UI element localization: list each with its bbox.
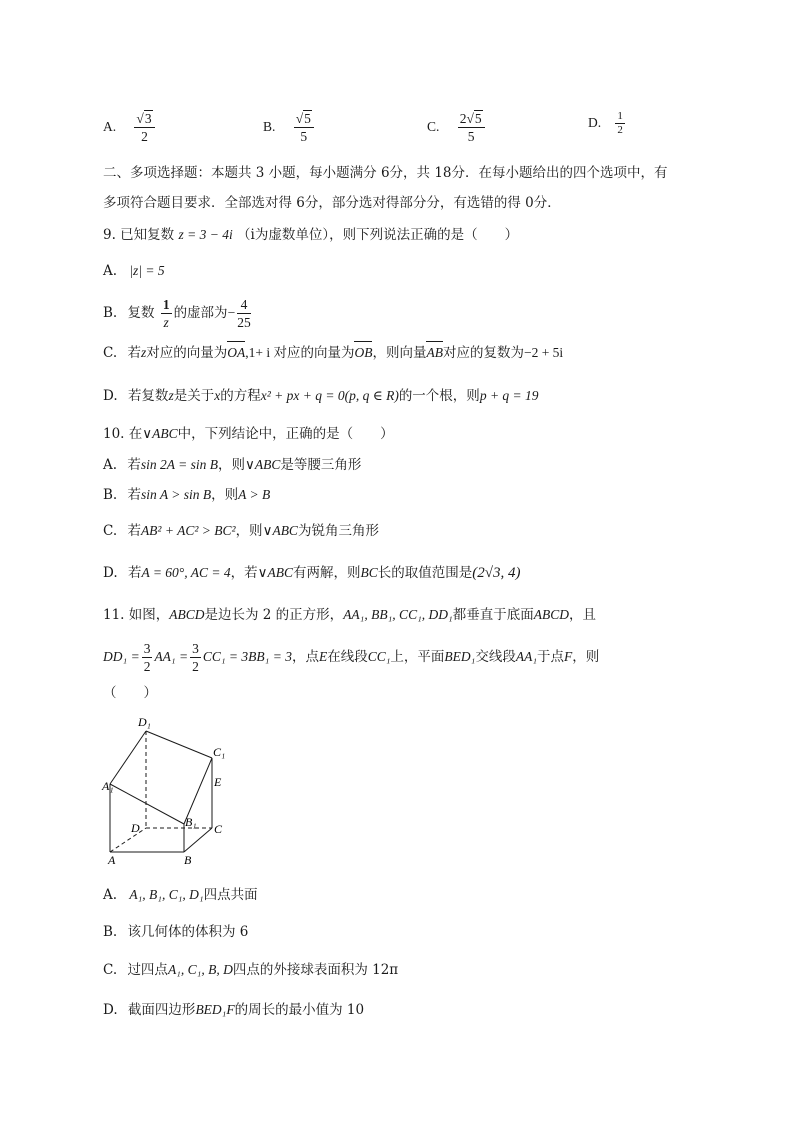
fraction bbox=[161, 296, 172, 331]
vector-oa: OA bbox=[227, 343, 245, 363]
math-expression: ∨ABC bbox=[262, 523, 298, 538]
text: 都垂直于底面 bbox=[452, 607, 534, 623]
text: ，则 bbox=[235, 523, 263, 539]
math-expression: AA₁, BB₁, CC₁, DD₁ bbox=[343, 607, 453, 622]
numerator: 5 bbox=[304, 111, 311, 126]
q11-stem-line-2 bbox=[103, 640, 599, 675]
option-label: C. bbox=[103, 523, 118, 539]
option-label: B. bbox=[103, 305, 118, 321]
q8-option-c bbox=[427, 110, 487, 145]
option-label: B. bbox=[103, 487, 118, 503]
math-expression: BED₁F bbox=[195, 1002, 235, 1017]
q11-stem-line-3: （ ） bbox=[103, 685, 157, 701]
text: ,1+ i 对应的向量为 bbox=[245, 345, 355, 360]
text: 四点的外接球表面积为 12π bbox=[232, 962, 399, 978]
label-d1: D₁ bbox=[138, 715, 151, 729]
math-expression: sin 2A = sin B bbox=[140, 457, 218, 472]
edge-a1d1 bbox=[110, 731, 146, 784]
option-label: C. bbox=[103, 962, 118, 978]
math-var: BC bbox=[360, 565, 378, 580]
option-label: A. bbox=[103, 457, 118, 473]
label-c1: C₁ bbox=[213, 745, 226, 759]
math-var: AA₁ bbox=[515, 649, 538, 664]
text: 中，下列结论中，正确的是（ ） bbox=[177, 426, 394, 442]
math-expression: z = 3 − 4i bbox=[178, 227, 233, 242]
text: ，则向量 bbox=[372, 345, 427, 361]
option-label: C. bbox=[103, 345, 118, 361]
fraction bbox=[237, 296, 251, 331]
math-expression: DD₁ = bbox=[103, 649, 140, 664]
q10-option-c bbox=[103, 521, 379, 541]
math-var: BED₁ bbox=[444, 649, 476, 664]
text: 是关于 bbox=[173, 388, 215, 404]
text: ，则 bbox=[211, 487, 239, 503]
math-expression: −2 + 5i bbox=[523, 345, 564, 360]
q11-stem-line-1 bbox=[103, 605, 596, 625]
math-expression: ∨ABC bbox=[244, 457, 281, 472]
math-expression: x² + px + q = 0 bbox=[260, 388, 345, 403]
numerator: 5 bbox=[474, 111, 482, 126]
q9-option-c bbox=[103, 343, 563, 363]
text: 于点 bbox=[537, 649, 565, 665]
math-var: z bbox=[168, 388, 174, 403]
text: 的周长的最小值为 10 bbox=[234, 1002, 365, 1018]
q11-option-c bbox=[103, 960, 398, 980]
label-e: E bbox=[214, 775, 222, 789]
text: 的一个根，则 bbox=[398, 388, 480, 404]
text: 若 bbox=[127, 487, 142, 503]
math-expression: A = 60°, AC = 4 bbox=[141, 565, 231, 580]
q9-option-b bbox=[103, 296, 253, 331]
denominator: 2 bbox=[141, 129, 148, 144]
minus-sign: − bbox=[227, 305, 236, 320]
option-label: A. bbox=[103, 887, 118, 903]
q9-stem bbox=[103, 225, 518, 245]
text: 截面四边形 bbox=[127, 1002, 196, 1018]
text: （i为虚数单位），则下列说法正确的是（ ） bbox=[237, 227, 519, 243]
text: 上，平面 bbox=[390, 649, 445, 665]
vector-ob: OB bbox=[354, 343, 372, 363]
math-expression: (2√3, 4) bbox=[472, 565, 521, 581]
edge-ad-hidden bbox=[110, 828, 146, 852]
option-label: D. bbox=[103, 565, 118, 581]
math-expression: CC₁ = 3BB₁ = 3 bbox=[202, 649, 292, 664]
text: 该几何体的体积为 6 bbox=[127, 924, 249, 940]
edge-d1c1 bbox=[146, 731, 212, 758]
math-expression: ABCD bbox=[533, 607, 569, 622]
math-expression: p + q = 19 bbox=[479, 388, 539, 403]
text: 若复数 bbox=[127, 388, 169, 404]
text: 为锐角三角形 bbox=[297, 523, 379, 539]
label-d: D bbox=[131, 821, 140, 835]
text: 11. 如图， bbox=[103, 607, 170, 623]
option-label: C. bbox=[427, 119, 440, 134]
fraction bbox=[615, 110, 625, 137]
math-expression: |z| = 5 bbox=[129, 263, 165, 278]
coefficient: 2 bbox=[459, 111, 467, 126]
fraction: $\frac{√3}{2}$ bbox=[134, 110, 154, 145]
label-c: C bbox=[214, 822, 223, 836]
option-label: B. bbox=[263, 119, 276, 134]
text: 是边长为 2 的正方形， bbox=[204, 607, 344, 623]
text: 是等腰三角形 bbox=[280, 457, 362, 473]
text: 的虚部为 bbox=[173, 305, 228, 321]
numerator: 3 bbox=[192, 641, 199, 656]
denominator: 2 bbox=[617, 124, 623, 136]
text: 若 bbox=[127, 345, 141, 361]
text: ，点 bbox=[291, 649, 319, 665]
option-label: A. bbox=[103, 263, 118, 279]
math-var: CC₁ bbox=[367, 649, 391, 664]
q11-option-a bbox=[103, 885, 258, 905]
math-expression: sin A > sin B bbox=[141, 487, 212, 502]
denominator: 5 bbox=[300, 129, 308, 144]
option-label: B. bbox=[103, 924, 118, 940]
q8-option-d bbox=[588, 110, 627, 137]
text: ，则 bbox=[572, 649, 600, 665]
math-expression: (p, q ∈ R) bbox=[344, 388, 399, 403]
math-expression: AA₁ = bbox=[154, 649, 189, 664]
fraction bbox=[190, 640, 201, 675]
numerator: 3 bbox=[144, 111, 152, 126]
text: 四点共面 bbox=[203, 887, 258, 903]
label-a1: A₁ bbox=[102, 779, 114, 793]
option-label: A. bbox=[103, 119, 117, 134]
numerator: 1 bbox=[617, 110, 623, 122]
q9-option-a bbox=[103, 261, 165, 281]
denominator: 25 bbox=[237, 315, 251, 330]
vector-ab: AB bbox=[426, 343, 443, 363]
label-b: B bbox=[184, 853, 192, 867]
text: 的方程 bbox=[220, 388, 261, 404]
q10-stem bbox=[103, 424, 394, 444]
prism-diagram bbox=[100, 712, 240, 870]
math-expression: A > B bbox=[238, 487, 271, 502]
math-var: F bbox=[564, 649, 573, 664]
math-expression: ∨ABC bbox=[257, 565, 293, 580]
text: 若 bbox=[127, 565, 142, 581]
text: 长的取值范围是 bbox=[377, 565, 473, 581]
math-expression: A₁, B₁, C₁, D₁ bbox=[129, 887, 204, 902]
section-heading-line-2: 多项符合题目要求．全部选对得 6分，部分选对得部分分，有选错的得 0分． bbox=[103, 195, 561, 211]
q10-option-b bbox=[103, 485, 270, 505]
q11-option-d bbox=[103, 1000, 364, 1020]
denominator: z bbox=[163, 315, 169, 330]
math-var: z bbox=[140, 345, 147, 360]
q11-option-b bbox=[103, 922, 248, 942]
option-label: D. bbox=[103, 388, 118, 404]
numerator: 3 bbox=[143, 641, 151, 656]
denominator: 2 bbox=[192, 659, 199, 674]
math-var: E bbox=[318, 649, 328, 664]
geometry-figure bbox=[100, 712, 240, 870]
text: 若 bbox=[127, 457, 141, 473]
math-expression: A₁, C₁, B, D bbox=[167, 962, 233, 977]
fraction: $\frac{2√5}{5}$ bbox=[458, 110, 485, 145]
text: ，则 bbox=[217, 457, 245, 473]
denominator: 5 bbox=[467, 129, 475, 144]
numerator: 4 bbox=[237, 296, 251, 314]
q8-option-b bbox=[263, 110, 316, 145]
text: ，且 bbox=[568, 607, 596, 623]
fraction bbox=[142, 640, 153, 675]
text: 过四点 bbox=[127, 962, 168, 978]
math-expression: AB² + AC² > BC² bbox=[140, 523, 236, 538]
label-a: A bbox=[108, 853, 116, 867]
math-expression: ABCD bbox=[169, 607, 205, 622]
q10-option-a bbox=[103, 455, 361, 475]
text: 对应的复数为 bbox=[442, 345, 524, 361]
option-label: D. bbox=[103, 1002, 118, 1018]
q8-option-a bbox=[103, 110, 157, 145]
section-heading-line-1: 二、多项选择题：本题共 3 小题，每小题满分 6分，共 18分．在每小题给出的四个选项中，有 bbox=[103, 165, 668, 181]
q10-option-d bbox=[103, 563, 520, 583]
numerator: 1 bbox=[162, 297, 170, 312]
fraction: $\frac{√5}{5}$ bbox=[294, 110, 314, 145]
text: 有两解，则 bbox=[292, 565, 361, 581]
text: 10. 在 bbox=[103, 426, 143, 442]
option-label: D. bbox=[588, 115, 602, 130]
edge-bc bbox=[184, 828, 212, 852]
math-expression: ∨ABC bbox=[142, 426, 178, 441]
label-b1: B₁ bbox=[185, 815, 197, 829]
text: 9. 已知复数 bbox=[103, 227, 175, 243]
text: 对应的向量为 bbox=[146, 345, 228, 361]
text: 在线段 bbox=[327, 649, 368, 665]
denominator: 2 bbox=[143, 659, 151, 674]
text: ，若 bbox=[230, 565, 258, 581]
text: 复数 bbox=[127, 305, 155, 321]
edge-a1b1 bbox=[110, 784, 184, 824]
text: 交线段 bbox=[475, 649, 516, 665]
q9-option-d bbox=[103, 386, 539, 406]
text: 若 bbox=[127, 523, 141, 539]
math-var: x bbox=[214, 388, 221, 403]
